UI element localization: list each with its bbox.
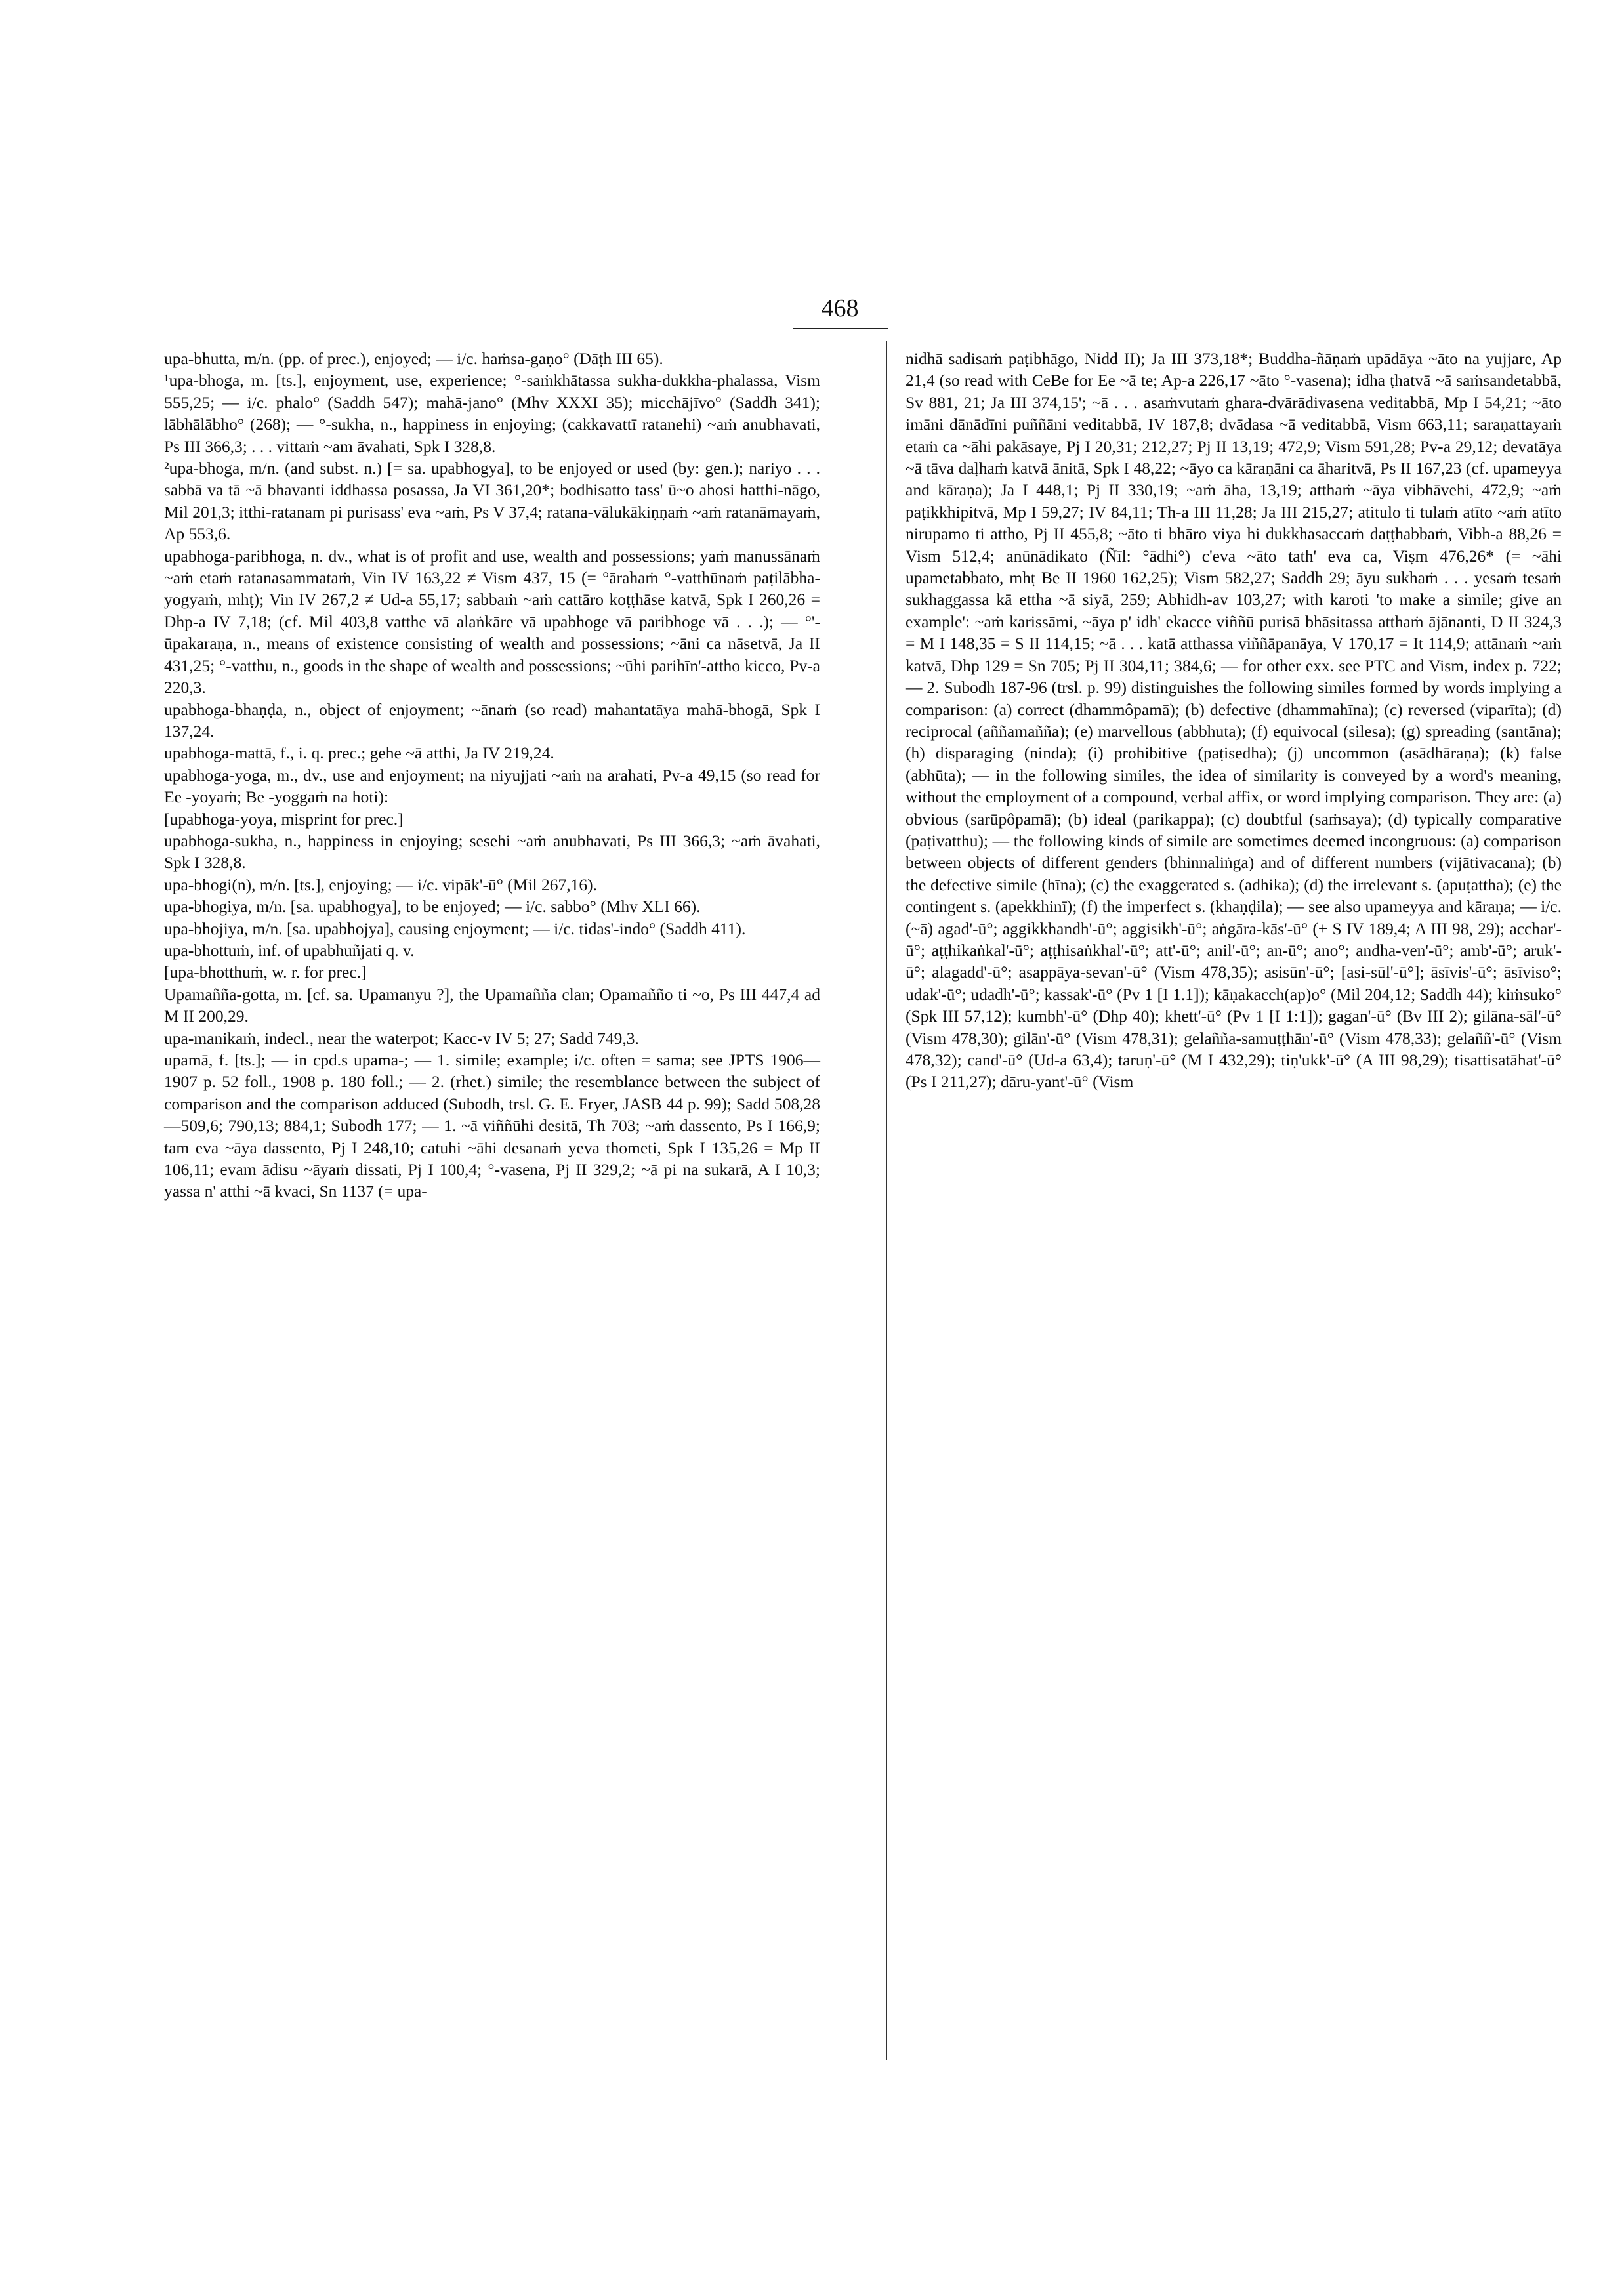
dictionary-entry: upa-bhogiya, m/n. [sa. upabhogya], to be enjoyed; — i/c. sabbo° (Mhv XLI 66). (164, 897, 701, 917)
dictionary-entry: [upa-bhotthuṁ, w. r. for prec.] (164, 962, 367, 982)
dictionary-entry: upabhoga-bhaṇḍa, n., object of enjoyment; ~ānaṁ (so read) mahantatāya mahā-bhogā, Spk I 137,24. (164, 699, 820, 741)
dictionary-entry: upabhoga-sukha, n., happiness in enjoying; sesehi ~aṁ anubhavati, Ps III 366,3; ~aṁ āvahati, Spk I 328,8. (164, 831, 820, 873)
dictionary-entry: upa-bhojiya, m/n. [sa. upabhojya], causing enjoyment; — i/c. tidas'-indo° (Saddh 411). (164, 919, 746, 938)
column-divider (886, 341, 887, 2060)
left-column (164, 348, 820, 1203)
dictionary-entry: upabhoga-paribhoga, n. dv., what is of profit and use, wealth and possessions; yaṁ manussānaṁ ~aṁ etaṁ ratanasammataṁ, Vin IV 163,22 ≠ Vism 437, 15 (= °ārahaṁ °-vatthūnaṁ paṭilābha-yogyaṁ, mhṭ); Vin IV 267,2 ≠ Ud-a 55,17; sabbaṁ ~aṁ cattāro koṭṭhāse katvā, Spk I 260,26 = Dhp-a IV 7,18; (cf. Mil 403,8 vatthe vā alaṅkāre vā upabhoge vā paribhoge vā . . .); — °'-ūpakaraṇa, n., means of existence consisting of wealth and possessions; ~āni ca nāsetvā, Ja II 431,25; °-vatthu, n., goods in the shape of wealth and possessions; ~ūhi parihīn'-attho kicco, Pv-a 220,3. (164, 546, 820, 697)
dictionary-entry: upabhoga-yoga, m., dv., use and enjoyment; na niyujjati ~aṁ na arahati, Pv-a 49,15 (so read for Ee -yoyaṁ; Be -yoggaṁ na hoti): (164, 765, 820, 807)
right-column (906, 348, 1562, 1093)
dictionary-entry: upabhoga-mattā, f., i. q. prec.; gehe ~ā atthi, Ja IV 219,24. (164, 743, 554, 763)
dictionary-entry: Upamañña-gotta, m. [cf. sa. Upamanyu ?], the Upamañña clan; Opamañño ti ~o, Ps III 447,4 ad M II 200,29. (164, 984, 820, 1026)
dictionary-entry: nidhā sadisaṁ paṭibhāgo, Nidd II); Ja III 373,18*; Buddha-ñāṇaṁ upādāya ~āto na yujjare, Ap 21,4 (so read with CeBe for Ee ~ā te; Ap-a 226,17 ~āto °-vasena); idha ṭhatvā ~ā saṁsandetabbā, Sv 881, 21; Ja III 374,15'; ~ā . . . asaṁvutaṁ ghara-dvārādivasena veditabbā, Mp I 54,21; ~āto imāni dānādīni puññāni veditabbā, IV 187,8; dvādasa ~ā veditabbā, Vism 663,11; saraṇattayaṁ etaṁ ca ~āhi pakāsaye, Pj I 20,31; 212,27; Pj II 13,19; 472,9; Vism 591,28; Pv-a 29,12; devatāya ~ā tāva daḷhaṁ katvā ānitā, Spk I 48,22; ~āyo ca kāraṇāni ca āharitvā, Ps II 167,23 (cf. upameyya and kāraṇa); Ja I 448,1; Pj II 330,19; ~aṁ āha, 13,19; atthaṁ ~āya vibhāvehi, 472,9; ~aṁ paṭikkhipitvā, Mp I 59,27; IV 84,11; Th-a III 11,28; Ja III 215,27; atitulo ti tulaṁ atīto ~aṁ atīto nirupamo ti attho, Pj II 455,8; ~āto ti bhāro viya hi dukkhasaccaṁ daṭṭhabbaṁ, Vibh-a 88,26 = Vism 512,4; anūnādikato (Ñīl: °ādhi°) c'eva ~āto tath' eva ca, Viṣm 476,26* (= ~āhi upametabbato, mhṭ Be II 1960 162,25); Vism 582,27; Saddh 29; āyu sukhaṁ . . . yesaṁ tesaṁ sukhaggassa kā ettha ~ā siyā, 259; Abhidh-av 103,27; with karoti 'to make a simile; give an example': ~aṁ karissāmi, ~āya p' idh' ekacce viññū purisā bhāsitassa atthaṁ ājānanti, D II 324,3 = M I 148,35 = S II 114,15; ~ā . . . katā atthassa viññāpanāya, V 170,17 = It 114,9; attānaṁ ~aṁ katvā, Dhp 129 = Sn 705; Pj II 304,11; 384,6; — for other exx. see PTC and Vism, index p. 722; — 2. Subodh 187-96 (trsl. p. 99) distinguishes the following similes formed by words implying a comparison: (a) correct (dhammôpamā); (b) defective (dhammahīna); (c) reversed (viparīta); (d) reciprocal (aññamañña); (e) marvellous (abbhuta); (f) equivocal (silesa); (g) spreading (santāna); (h) disparaging (ninda); (i) prohibitive (paṭisedha); (j) uncommon (asādhāraṇa); (k) false (abhūta); — in the following similes, the idea of similarity is conveyed by a word's meaning, without the employment of a compound, verbal affix, or word implying comparison. They are: (a) obvious (sarūpôpamā); (b) ideal (parikappa); (c) doubtful (saṁsaya); (d) typically comparative (paṭivatthu); — the following kinds of simile are sometimes deemed incongruous: (a) comparison between objects of different genders (bhinnaliṅga) and of different numbers (vijātivacana); (b) the defective simile (hīna); (c) the exaggerated s. (adhika); (d) the irrelevant s. (apuṭattha); (e) the contingent s. (apekkhinī); (f) the imperfect s. (khaṇḍila); — see also upameyya and kāraṇa; — i/c. (~ā) agad'-ū°; aggikkhandh'-ū°; aggisikh'-ū°; aṅgāra-kās'-ū° (+ S IV 189,4; A III 98, 29); acchar'-ū°; aṭṭhikaṅkal'-ū°; aṭṭhisaṅkhal'-ū°; att'-ū°; anil'-ū°; an-ū°; ano°; andha-ven'-ū°; amb'-ū°; aruk'-ū°; alagadd'-ū°; asappāya-sevan'-ū° (Vism 478,35); asisūn'-ū°; [asi-sūl'-ū°]; āsīvis'-ū°; āsīviso°; udak'-ū°; udadh'-ū°; kassak'-ū° (Pv 1 [I 1.1]); kāṇakacch(ap)o° (Mil 204,12; Saddh 44); kiṁsuko° (Spk III 57,12); kumbh'-ū° (Dhp 40); khett'-ū° (Pv 1 [I 1:1]); gagan'-ū° (Bv III 2); gilāna-sāl'-ū° (Vism 478,30); gilān'-ū° (Vism 478,31); gelañña-samuṭṭhān'-ū° (Vism 478,33); gelaññ'-ū° (Vism 478,32); cand'-ū° (Ud-a 63,4); taruṇ'-ū° (M I 432,29); tiṇ'ukk'-ū° (A III 98,29); tisattisatāhat'-ū° (Ps I 211,27); dāru-yant'-ū° (Vism (906, 349, 1562, 1092)
dictionary-entry: ¹upa-bhoga, m. [ts.], enjoyment, use, experience; °-saṁkhātassa sukha-dukkha-phalassa, Vism 555,25; — i/c. phalo° (Saddh 547); mahā-jano° (Mhv XXXI 35); micchājīvo° (Saddh 341); lābhālābho° (268); — °-sukha, n., happiness in enjoying; (cakkavattī ratanehi) ~aṁ anubhavati, Ps III 366,3; . . . vittaṁ ~am āvahati, Spk I 328,8. (164, 371, 820, 456)
dictionary-entry: [upabhoga-yoya, misprint for prec.] (164, 809, 404, 829)
dictionary-entry: upamā, f. [ts.]; — in cpd.s upama-; — 1. simile; example; i/c. often = sama; see JPTS 1906—1907 p. 52 foll., 1908 p. 180 foll.; — 2. (rhet.) simile; the resemblance between the subject of comparison and the comparison adduced (Subodh, trsl. G. E. Fryer, JASB 44 p. 99); Sadd 508,28—509,6; 790,13; 884,1; Subodh 177; — 1. ~ā viññūhi desitā, Th 703; ~aṁ dassento, Ps I 166,9; tam eva ~āya dassento, Pj I 248,10; catuhi ~āhi desanaṁ yeva thometi, Spk I 135,26 = Mp II 106,11; evam ādisu ~āyaṁ dissati, Pj I 100,4; °-vasena, Pj II 329,2; ~ā pi na sukarā, A I 10,3; yassa n' atthi ~ā kvaci, Sn 1137 (= upa- (164, 1050, 820, 1201)
page-number-rule (793, 328, 888, 329)
dictionary-entry: upa-bhogi(n), m/n. [ts.], enjoying; — i/c. vipāk'-ū° (Mil 267,16). (164, 875, 597, 894)
dictionary-entry: upa-manikaṁ, indecl., near the waterpot; Kacc-v IV 5; 27; Sadd 749,3. (164, 1028, 639, 1048)
dictionary-entry: upa-bhottuṁ, inf. of upabhuñjati q. v. (164, 940, 415, 960)
dictionary-entry: upa-bhutta, m/n. (pp. of prec.), enjoyed; — i/c. haṁsa-gaṇo° (Dāṭh III 65). (164, 349, 663, 368)
dictionary-entry: ²upa-bhoga, m/n. (and subst. n.) [= sa. upabhogya], to be enjoyed or used (by: gen.); nariyo . . . sabbā va tā ~ā bhavanti iddhassa posassa, Ja VI 361,20*; bodhisatto tass' ū~o ahosi hatthi-nāgo, Mil 201,3; itthi-ratanam pi purisass' eva ~aṁ, Ps V 37,4; ratana-vālukākiṇṇaṁ ~aṁ ratanāmayaṁ, Ap 553,6. (164, 459, 821, 544)
page-number: 468 (821, 295, 859, 322)
